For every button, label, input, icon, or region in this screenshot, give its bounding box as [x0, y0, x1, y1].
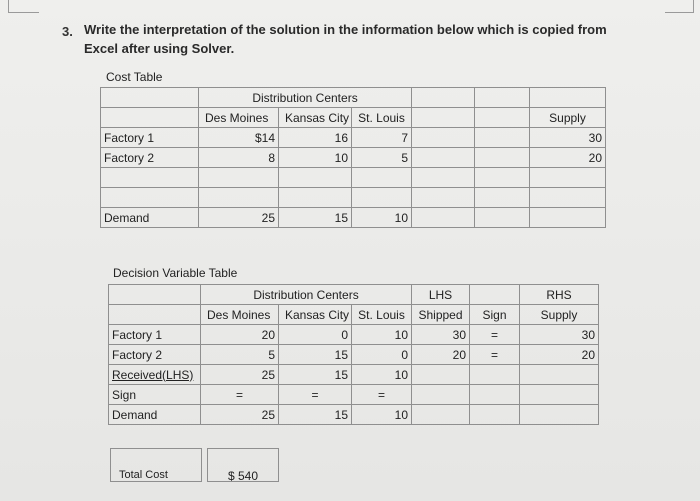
decision-col-st-louis: St. Louis	[352, 305, 412, 325]
corner-mark-left	[8, 0, 39, 13]
row-label: Received(LHS)	[109, 365, 201, 385]
table-row	[109, 365, 599, 385]
decision-header-group: Distribution Centers	[201, 285, 412, 305]
cell: 20	[530, 148, 606, 168]
cost-col-st-louis: St. Louis	[352, 108, 412, 128]
cell: =	[201, 385, 279, 405]
cell: 0	[352, 345, 412, 365]
table-row	[101, 208, 606, 228]
cell: 5	[352, 148, 412, 168]
cell: 30	[412, 325, 470, 345]
row-label: Factory 2	[109, 345, 201, 365]
cell: 20	[520, 345, 599, 365]
cell: 10	[352, 325, 412, 345]
cell: 10	[352, 405, 412, 425]
table-row	[101, 148, 606, 168]
cell: 10	[352, 365, 412, 385]
decision-col-supply: Supply	[520, 305, 599, 325]
cell: 5	[201, 345, 279, 365]
cell: 25	[201, 365, 279, 385]
total-cost-value: $ 540	[207, 448, 279, 482]
question-number: 3.	[62, 24, 73, 39]
row-label: Demand	[109, 405, 201, 425]
cell: 30	[520, 325, 599, 345]
cell: 8	[199, 148, 279, 168]
cell: =	[470, 345, 520, 365]
table-row	[109, 325, 599, 345]
table-row	[101, 128, 606, 148]
cost-col-supply: Supply	[530, 108, 606, 128]
cell: $14	[199, 128, 279, 148]
cell: 25	[199, 208, 279, 228]
decision-col-kansas-city: Kansas City	[279, 305, 352, 325]
cell: 15	[279, 405, 352, 425]
cost-col-des-moines: Des Moines	[199, 108, 279, 128]
table-row	[109, 345, 599, 365]
cost-header-group: Distribution Centers	[199, 88, 412, 108]
cell: 30	[530, 128, 606, 148]
cell: 20	[201, 325, 279, 345]
decision-col-des-moines: Des Moines	[201, 305, 279, 325]
cell: 15	[279, 345, 352, 365]
cell: =	[279, 385, 352, 405]
lhs-header: LHS	[412, 285, 470, 305]
decision-table	[108, 284, 599, 425]
table-row	[109, 385, 599, 405]
row-label: Factory 1	[101, 128, 199, 148]
cell: 15	[279, 208, 352, 228]
cell: 20	[412, 345, 470, 365]
row-label: Factory 2	[101, 148, 199, 168]
decision-col-sign: Sign	[470, 305, 520, 325]
decision-col-shipped: Shipped	[412, 305, 470, 325]
cost-table	[100, 87, 606, 228]
row-label: Sign	[109, 385, 201, 405]
decision-table-title: Decision Variable Table	[113, 266, 238, 280]
cell: =	[470, 325, 520, 345]
cell: 0	[279, 325, 352, 345]
cost-table-title: Cost Table	[106, 70, 163, 84]
row-label: Factory 1	[109, 325, 201, 345]
table-row	[109, 405, 599, 425]
cell: 15	[279, 365, 352, 385]
total-cost-label: Total Cost	[110, 448, 202, 482]
cell: 10	[279, 148, 352, 168]
rhs-header: RHS	[520, 285, 599, 305]
row-label: Demand	[101, 208, 199, 228]
cell: 25	[201, 405, 279, 425]
cell: 16	[279, 128, 352, 148]
cell: 7	[352, 128, 412, 148]
corner-mark-right	[665, 0, 694, 13]
cell: =	[352, 385, 412, 405]
question-text: Write the interpretation of the solution in the information below which is copied from Excel after using Solver.	[84, 22, 607, 56]
cost-col-kansas-city: Kansas City	[279, 108, 352, 128]
cell: 10	[352, 208, 412, 228]
